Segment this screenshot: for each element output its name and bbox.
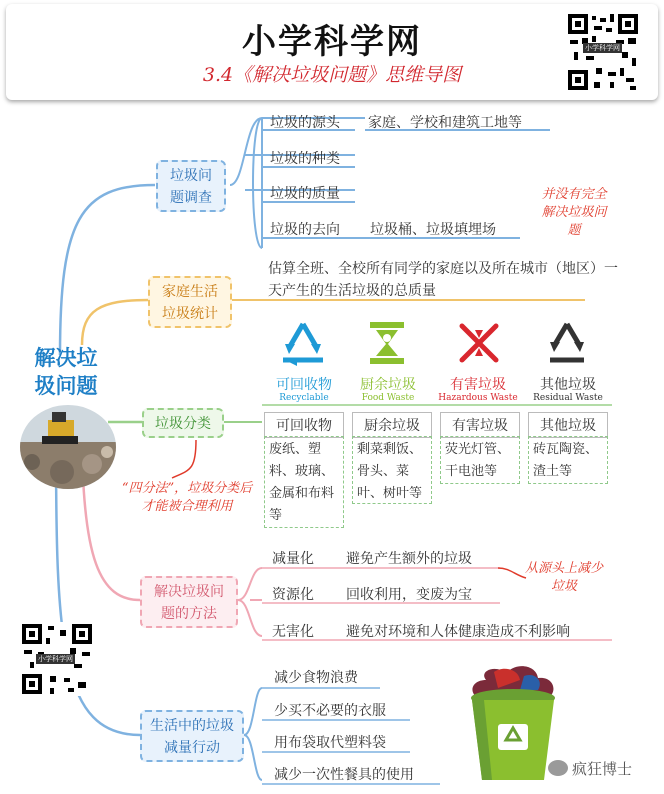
action-tableware: 减少一次性餐具的使用 <box>274 767 414 783</box>
site-title: 小学科学网 <box>242 22 422 62</box>
survey-note: 并没有完全解决垃圾问题 <box>541 187 607 238</box>
card-recyclable-body: 废纸、塑料、玻璃、金属和布料等 <box>264 436 344 528</box>
action-clothes: 少买不必要的衣服 <box>274 703 386 719</box>
node-methods-label: 解决垃圾问题的方法 <box>154 584 224 622</box>
cat-hazardous-name: 有害垃圾 <box>450 377 506 393</box>
watermark-text: 疯狂博士 <box>572 759 633 778</box>
survey-item-types: 垃圾的种类 <box>270 151 340 167</box>
cat-recyclable-en: Recyclable <box>279 393 329 403</box>
family-text: 估算全班、全校所有同学的家庭以及所在城市（地区）一天产生的生活垃圾的总质量 <box>268 261 618 299</box>
root-node <box>12 330 124 450</box>
residual-waste-icon <box>542 318 592 368</box>
card-recyclable-head: 可回收物 <box>264 412 344 438</box>
cat-residual-name: 其他垃圾 <box>540 377 596 393</box>
card-residual-head: 其他垃圾 <box>528 412 608 438</box>
cat-food-en: Food Waste <box>361 393 415 403</box>
survey-item-source-detail: 家庭、学校和建筑工地等 <box>368 115 522 131</box>
cat-residual-en: Residual Waste <box>533 393 603 403</box>
survey-item-mass: 垃圾的质量 <box>270 186 340 202</box>
subtitle: 3.4《解决垃圾问题》思维导图 <box>202 64 462 86</box>
wechat-icon <box>548 760 568 776</box>
node-sort-label: 垃圾分类 <box>155 416 211 432</box>
qr-caption-bottom: 小学科学网 <box>38 655 73 663</box>
method-reduce-detail: 避免产生额外的垃圾 <box>346 551 472 567</box>
cat-food-name: 厨余垃圾 <box>360 377 416 393</box>
node-actions <box>140 710 244 762</box>
watermark <box>548 756 632 780</box>
card-food-body: 剩菜剩饭、骨头、菜叶、树叶等 <box>352 436 432 504</box>
node-methods <box>140 576 238 628</box>
node-actions-label: 生活中的垃圾减量行动 <box>150 718 234 756</box>
survey-item-destination-detail: 垃圾桶、垃圾填埋场 <box>370 222 496 238</box>
node-survey-label: 垃圾问题调查 <box>170 168 212 206</box>
root-label: 解决垃圾问题 <box>34 346 98 398</box>
survey-item-destination: 垃圾的去向 <box>270 222 340 238</box>
cat-hazardous-en: Hazardous Waste <box>438 393 518 403</box>
survey-item-source: 垃圾的源头 <box>270 115 340 131</box>
method-reduce: 减量化 <box>272 551 314 567</box>
method-recycle: 资源化 <box>272 587 314 603</box>
node-survey <box>156 160 226 212</box>
hazardous-icon <box>456 318 502 368</box>
card-hazardous-head: 有害垃圾 <box>440 412 520 438</box>
method-harmless-detail: 避免对环境和人体健康造成不利影响 <box>346 624 570 640</box>
qr-caption-top: 小学科学网 <box>585 44 620 52</box>
recycle-icon <box>275 318 331 368</box>
method-harmless: 无害化 <box>272 624 314 640</box>
node-family-label: 家庭生活垃圾统计 <box>162 284 218 322</box>
method-recycle-detail: 回收利用，变废为宝 <box>346 587 472 603</box>
card-food-head: 厨余垃圾 <box>352 412 432 438</box>
food-waste-icon <box>366 318 408 368</box>
cat-recyclable-name: 可回收物 <box>276 377 332 393</box>
card-hazardous-body: 荧光灯管、干电池等 <box>440 436 520 484</box>
action-food: 减少食物浪费 <box>274 670 358 686</box>
node-sort <box>142 408 224 438</box>
node-family <box>148 276 232 328</box>
sort-note: “四分法”，垃圾分类后才能被合理利用 <box>121 481 253 514</box>
card-residual-body: 砖瓦陶瓷、渣土等 <box>528 436 608 484</box>
methods-note: 从源头上减少垃圾 <box>524 561 603 594</box>
landfill-photo <box>12 402 124 492</box>
action-bags: 用布袋取代塑料袋 <box>274 735 386 751</box>
